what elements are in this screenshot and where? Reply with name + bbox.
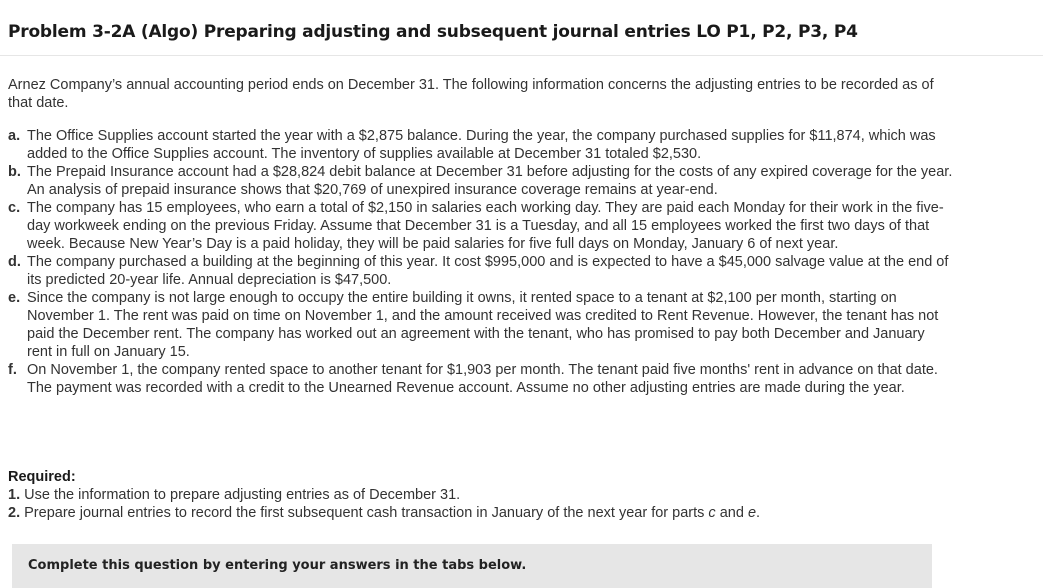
required-number: 1. bbox=[8, 487, 21, 503]
required-and: and bbox=[719, 505, 744, 521]
item-text: The company purchased a building at the beginning of this year. It cost $995,000 and is expected to have a $45,000 salvage value at the end of its predicted 20-year life. Annual depreciation is $47,500. bbox=[27, 254, 949, 288]
required-section bbox=[8, 468, 948, 522]
adjustment-items-list bbox=[8, 127, 953, 397]
required-number: 2. bbox=[8, 505, 21, 521]
item-letter: d. bbox=[8, 254, 21, 270]
part-c-ref: c bbox=[708, 505, 716, 521]
item-text: On November 1, the company rented space to another tenant for $1,903 per month. The tenant paid five months' rent in advance on that date. The payment was recorded with a credit to the Unearned Revenue account. Assume no other adjusting entries are made during the year. bbox=[27, 362, 938, 396]
item-letter: c. bbox=[8, 200, 21, 216]
title-divider bbox=[0, 55, 1043, 56]
list-item bbox=[8, 361, 953, 397]
list-item bbox=[8, 199, 953, 253]
required-period: . bbox=[756, 505, 761, 521]
item-letter: f. bbox=[8, 362, 17, 378]
item-letter: a. bbox=[8, 128, 21, 144]
required-text: Prepare journal entries to record the first subsequent cash transaction in January of the next year for parts bbox=[24, 505, 705, 521]
item-text: The Prepaid Insurance account had a $28,824 debit balance at December 31 before adjusting for the costs of any expired coverage for the year. An analysis of prepaid insurance shows that $20,769 of unexpired insurance coverage remains at year-end. bbox=[27, 164, 953, 198]
item-letter: e. bbox=[8, 290, 21, 306]
problem-title: Problem 3-2A (Algo) Preparing adjusting and subsequent journal entries LO P1, P2, P3, P4 bbox=[8, 22, 858, 42]
required-line-1 bbox=[8, 486, 948, 504]
list-item bbox=[8, 253, 953, 289]
list-item bbox=[8, 127, 953, 163]
item-letter: b. bbox=[8, 164, 21, 180]
list-item bbox=[8, 289, 953, 361]
item-text: The company has 15 employees, who earn a total of $2,150 in salaries each working day. They are paid each Monday for their work in the five-day workweek ending on the previous Friday. Assume that December 31 is a Tuesday, and all 15 employees worked the first two days of that week. Because New Year’s Day is a paid holiday, they will be paid salaries for five full days on Monday, January 6 of next year. bbox=[27, 200, 944, 252]
intro-paragraph: Arnez Company’s annual accounting period ends on December 31. The following information concerns the adjusting entries to be recorded as of that date. bbox=[8, 77, 934, 111]
list-item bbox=[8, 163, 953, 199]
required-text: Use the information to prepare adjusting entries as of December 31. bbox=[24, 487, 461, 503]
instructions-banner bbox=[12, 544, 932, 588]
banner-text: Complete this question by entering your answers in the tabs below. bbox=[28, 558, 527, 573]
part-e-ref: e bbox=[747, 505, 757, 521]
item-text: The Office Supplies account started the year with a $2,875 balance. During the year, the company purchased supplies for $11,874, which was added to the Office Supplies account. The inventory of supplies available at December 31 totaled $2,530. bbox=[27, 128, 936, 162]
required-line-2 bbox=[8, 504, 948, 522]
required-heading: Required: bbox=[8, 469, 76, 485]
item-text: Since the company is not large enough to occupy the entire building it owns, it rented space to a tenant at $2,100 per month, starting on November 1. The rent was paid on time on November 1, and the amount received was credited to Rent Revenue. However, the tenant has not paid the December rent. The company has worked out an agreement with the tenant, who has promised to pay both December and January rent in full on January 15. bbox=[27, 290, 939, 360]
